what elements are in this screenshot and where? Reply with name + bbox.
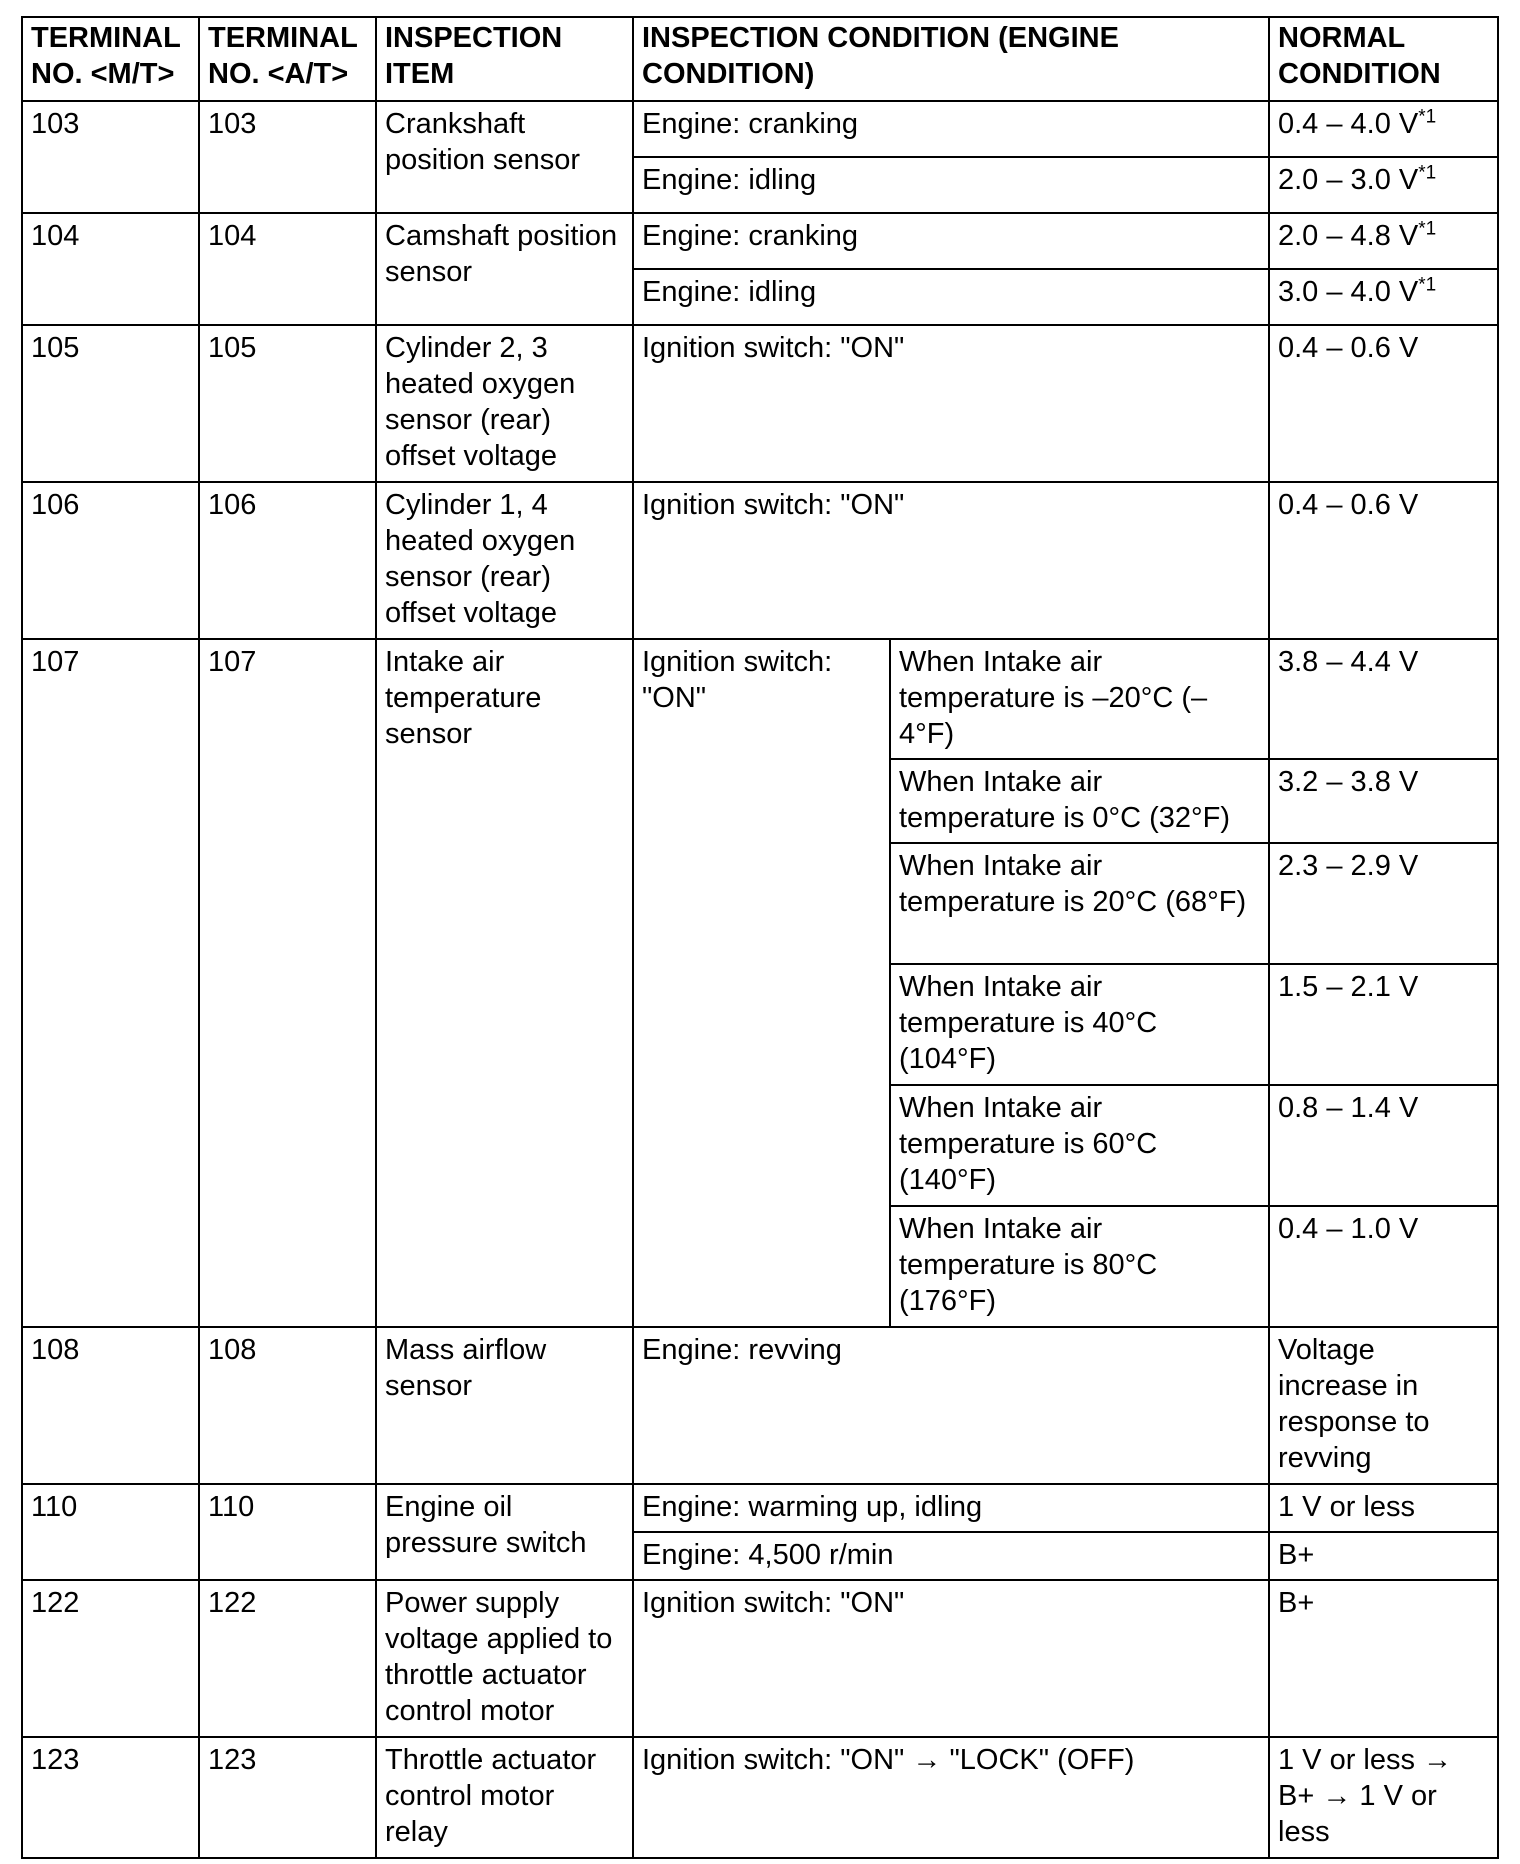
normal-value-text: 2.0 – 3.0 V	[1278, 164, 1419, 196]
normal-value-text: 0.4 – 4.0 V	[1278, 108, 1419, 140]
header-terminal-at: TERMINAL NO. <A/T>	[199, 17, 376, 101]
table-row	[22, 1737, 1498, 1858]
inspection-item-cell: Cylinder 2, 3 heated oxygen sensor (rear) offset voltage	[376, 325, 633, 482]
table-row	[22, 213, 1498, 269]
condition-cell: Engine: idling	[633, 269, 1269, 325]
normal-value-cell: 0.8 – 1.4 V	[1269, 1085, 1498, 1206]
normal-value-cell: B+	[1269, 1532, 1498, 1580]
condition-cell: Engine: cranking	[633, 101, 1269, 157]
terminal-mt-cell: 107	[22, 639, 199, 1327]
normal-value-cell: 1.5 – 2.1 V	[1269, 964, 1498, 1085]
normal-value-cell	[1269, 157, 1498, 213]
terminal-at-cell: 104	[199, 213, 376, 325]
normal-value-cell: 0.4 – 1.0 V	[1269, 1206, 1498, 1327]
normal-value-cell: 2.3 – 2.9 V	[1269, 843, 1498, 964]
condition-cell: Ignition switch: "ON"	[633, 1580, 1269, 1737]
normal-value-cell	[1269, 101, 1498, 157]
normal-value-cell: Voltage increase in response to revving	[1269, 1327, 1498, 1484]
footnote-mark: *1	[1418, 218, 1437, 240]
normal-value-cell: 0.4 – 0.6 V	[1269, 325, 1498, 482]
terminal-at-cell: 105	[199, 325, 376, 482]
header-inspection-item: INSPECTION ITEM	[376, 17, 633, 101]
terminal-at-cell: 103	[199, 101, 376, 213]
normal-value-cell: 1 V or less	[1269, 1484, 1498, 1532]
terminal-at-cell: 107	[199, 639, 376, 1327]
terminal-mt-cell: 105	[22, 325, 199, 482]
normal-value-cell	[1269, 269, 1498, 325]
condition-cell: Ignition switch: "ON"	[633, 325, 1269, 482]
table-row	[22, 1484, 1498, 1532]
footnote-mark: *1	[1418, 162, 1437, 184]
inspection-item-cell: Engine oil pressure switch	[376, 1484, 633, 1580]
table-row	[22, 101, 1498, 157]
table-row	[22, 1580, 1498, 1737]
footnote-mark: *1	[1418, 106, 1437, 128]
condition-cell: Engine: warming up, idling	[633, 1484, 1269, 1532]
terminal-mt-cell: 108	[22, 1327, 199, 1484]
inspection-item-cell: Power supply voltage applied to throttle actuator control motor	[376, 1580, 633, 1737]
terminal-mt-cell: 103	[22, 101, 199, 213]
normal-value-cell: 1 V or less → B+ → 1 V or less	[1269, 1737, 1498, 1858]
condition-cell: Engine: revving	[633, 1327, 1269, 1484]
terminal-at-cell: 110	[199, 1484, 376, 1580]
terminal-mt-cell: 110	[22, 1484, 199, 1580]
sub-condition-cell: When Intake air temperature is 60°C (140°F)	[890, 1085, 1269, 1206]
inspection-item-cell: Crankshaft position sensor	[376, 101, 633, 213]
condition-cell: Ignition switch: "ON"	[633, 639, 890, 1327]
sub-condition-cell: When Intake air temperature is 40°C (104°F)	[890, 964, 1269, 1085]
condition-cell: Engine: 4,500 r/min	[633, 1532, 1269, 1580]
sub-condition-cell: When Intake air temperature is 20°C (68°F)	[890, 843, 1269, 964]
header-row	[22, 17, 1498, 101]
condition-cell: Engine: cranking	[633, 213, 1269, 269]
condition-cell: Engine: idling	[633, 157, 1269, 213]
normal-value-text: 2.0 – 4.8 V	[1278, 220, 1419, 252]
sub-condition-cell: When Intake air temperature is 80°C (176°F)	[890, 1206, 1269, 1327]
sub-condition-cell: When Intake air temperature is 0°C (32°F)	[890, 759, 1269, 843]
table-row	[22, 325, 1498, 482]
terminal-mt-cell: 123	[22, 1737, 199, 1858]
normal-value-cell	[1269, 213, 1498, 269]
footnote-mark: *1	[1418, 274, 1437, 296]
header-inspection-condition: INSPECTION CONDITION (ENGINE CONDITION)	[633, 17, 1269, 101]
condition-cell: Ignition switch: "ON"	[633, 482, 1269, 639]
table-row	[22, 482, 1498, 639]
header-normal-condition: NORMAL CONDITION	[1269, 17, 1498, 101]
header-terminal-mt: TERMINAL NO. <M/T>	[22, 17, 199, 101]
normal-value-cell: 3.8 – 4.4 V	[1269, 639, 1498, 759]
terminal-at-cell: 108	[199, 1327, 376, 1484]
normal-value-cell: 3.2 – 3.8 V	[1269, 759, 1498, 843]
normal-value-cell: 0.4 – 0.6 V	[1269, 482, 1498, 639]
terminal-at-cell: 122	[199, 1580, 376, 1737]
inspection-item-cell: Throttle actuator control motor relay	[376, 1737, 633, 1858]
terminal-mt-cell: 106	[22, 482, 199, 639]
inspection-item-cell: Intake air temperature sensor	[376, 639, 633, 1327]
terminal-at-cell: 123	[199, 1737, 376, 1858]
terminal-at-cell: 106	[199, 482, 376, 639]
normal-value-cell: B+	[1269, 1580, 1498, 1737]
inspection-item-cell: Camshaft position sensor	[376, 213, 633, 325]
condition-cell: Ignition switch: "ON" → "LOCK" (OFF)	[633, 1737, 1269, 1858]
normal-value-text: 3.0 – 4.0 V	[1278, 276, 1419, 308]
terminal-mt-cell: 104	[22, 213, 199, 325]
terminal-mt-cell: 122	[22, 1580, 199, 1737]
inspection-item-cell: Cylinder 1, 4 heated oxygen sensor (rear) offset voltage	[376, 482, 633, 639]
terminal-inspection-table	[21, 16, 1499, 1859]
table-row	[22, 1327, 1498, 1484]
table-row	[22, 639, 1498, 759]
inspection-item-cell: Mass airflow sensor	[376, 1327, 633, 1484]
sub-condition-cell: When Intake air temperature is –20°C (–4°F)	[890, 639, 1269, 759]
